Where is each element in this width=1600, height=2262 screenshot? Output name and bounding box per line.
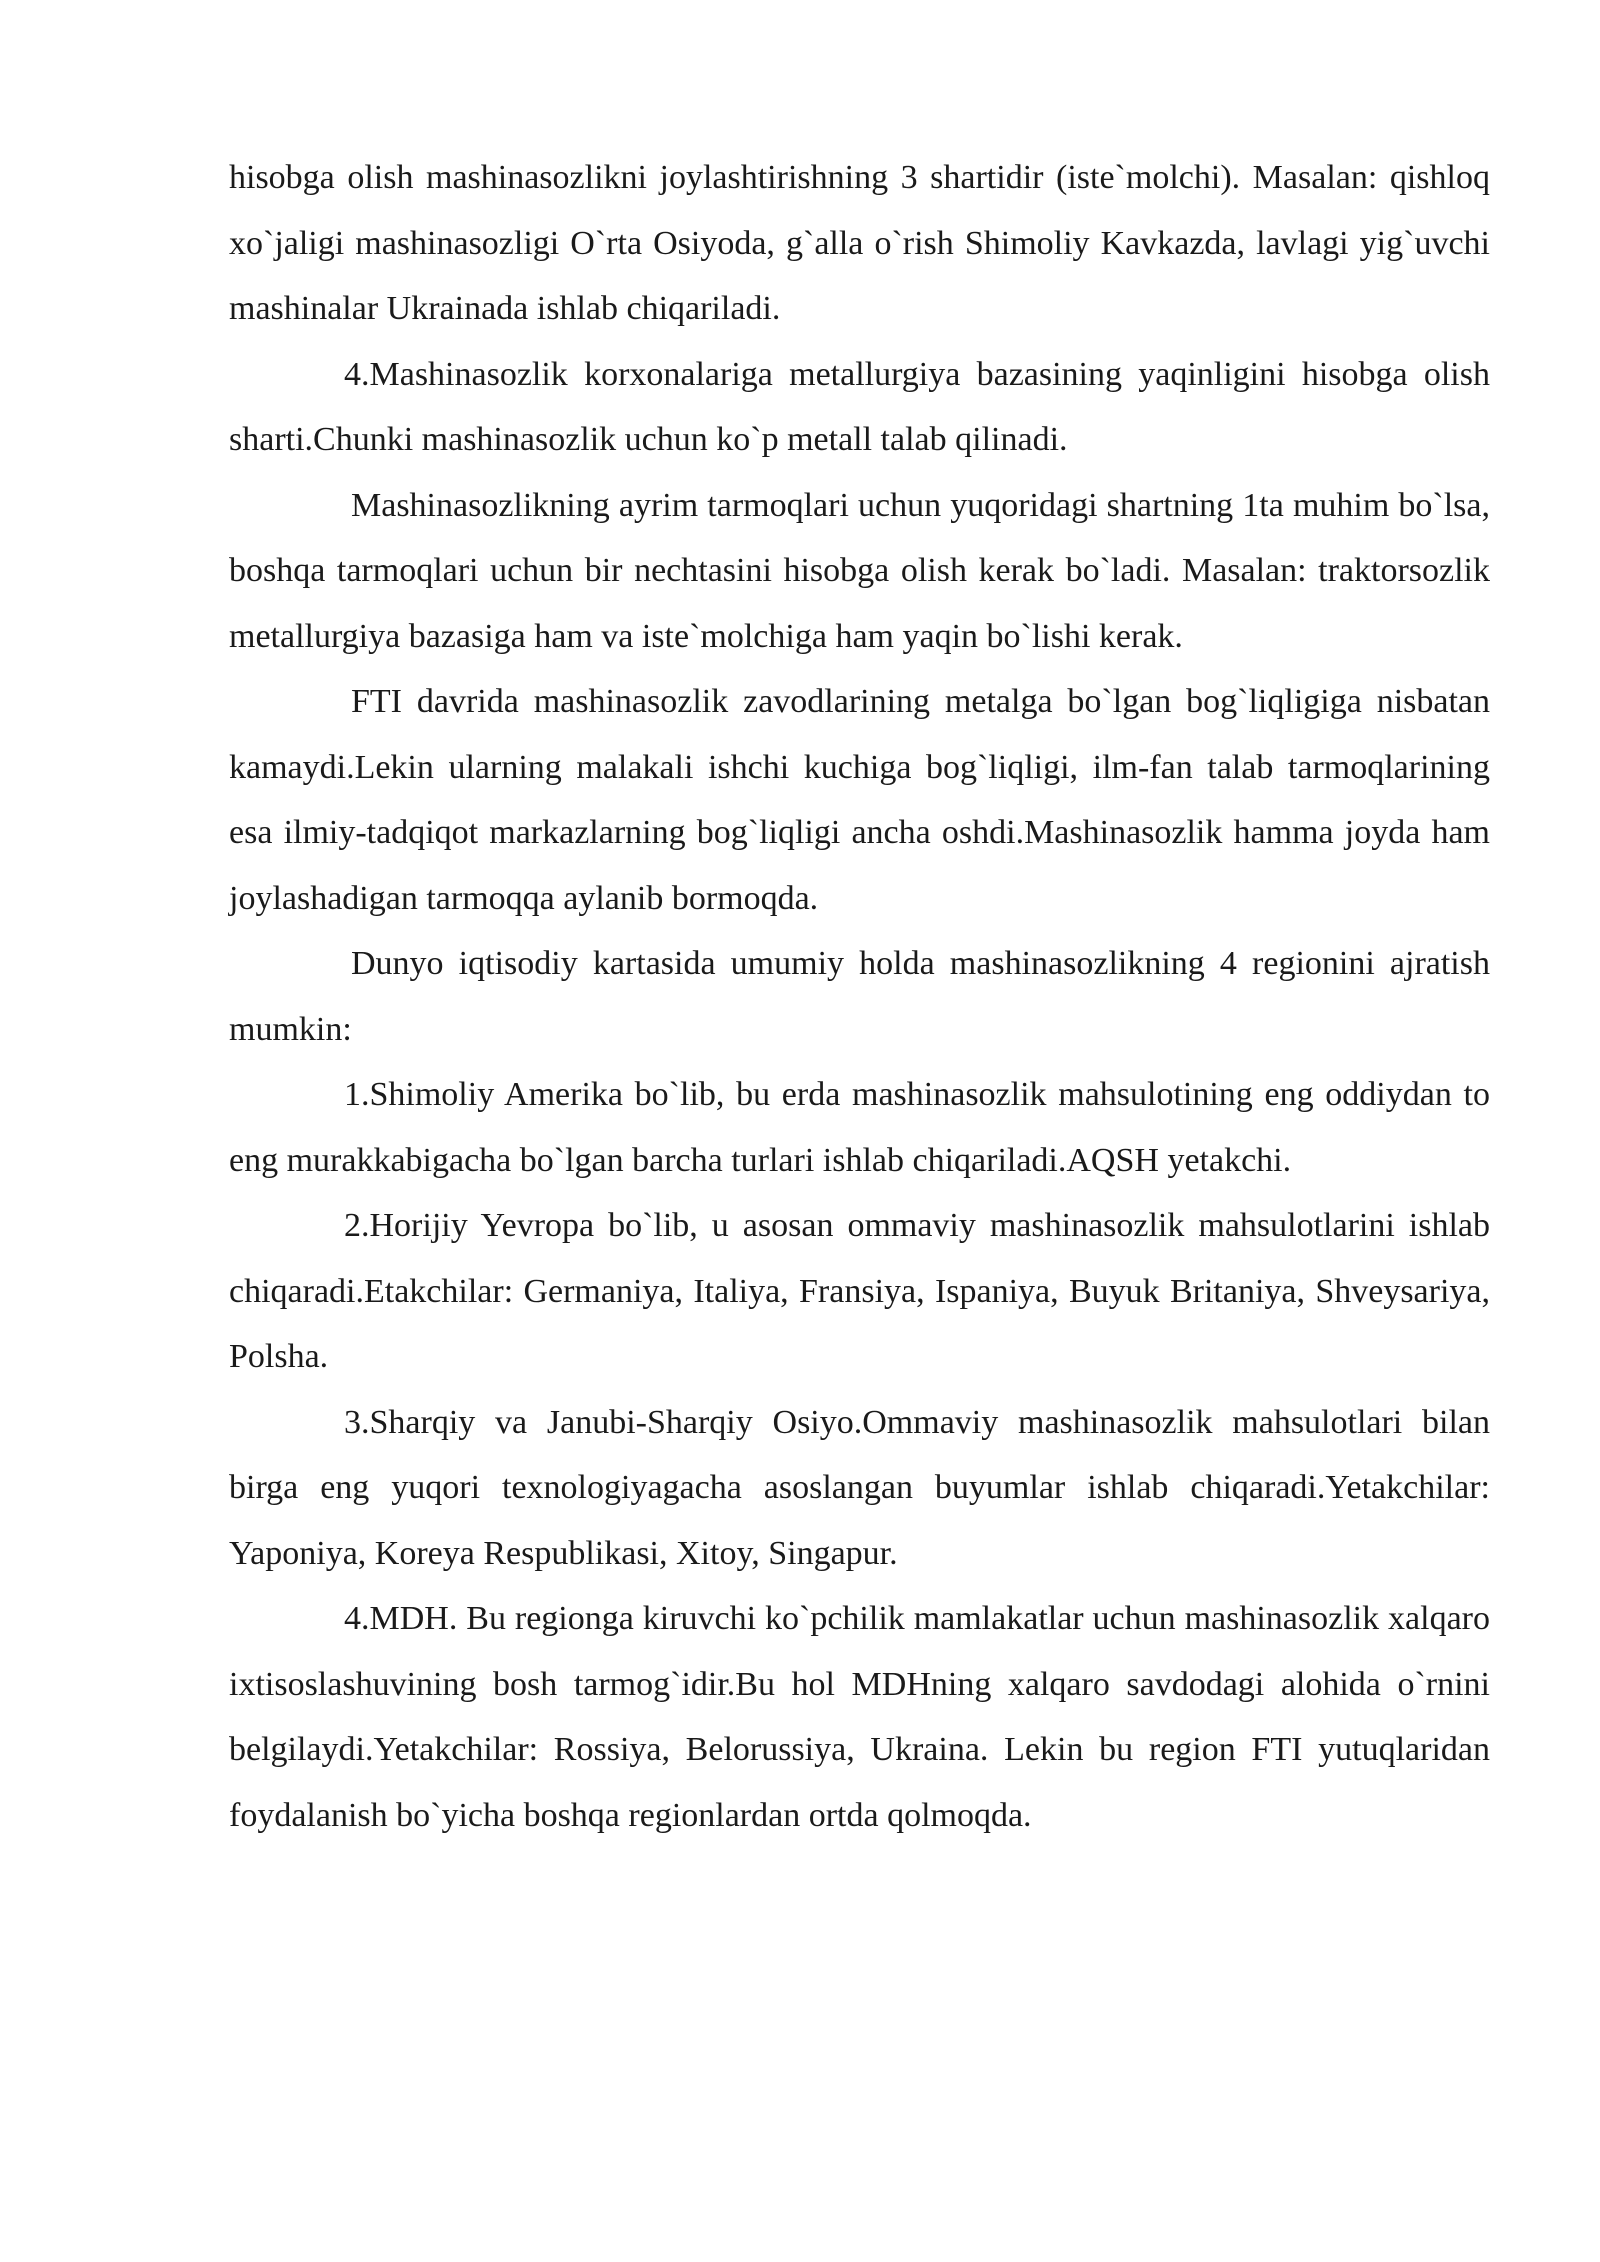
paragraph-region-4: 4.MDH. Bu regionga kiruvchi ko`pchilik mamlakatlar uchun mashinasozlik xalqaro ixtisoslashuvining bosh tarmog`idir.Bu hol MDHning xalqaro savdodagi alohida o`rnini belgilaydi.Yetakchilar: Rossiya, Belorussiya, Ukraina. Lekin bu region FTI yutuqlaridan foydalanish bo`yicha boshqa regionlardan ortda qolmoqda. <box>229 1600 1490 1834</box>
paragraph-continuation: hisobga olish mashinasozlikni joylashtirishning 3 shartidir (iste`molchi). Masalan: qishloq xo`jaligi mashinasozligi O`rta Osiyoda, g`alla o`rish Shimoliy Kavkazda, lavlagi yig`uvchi mashinalar Ukrainada ishlab chiqariladi. <box>229 159 1490 327</box>
paragraph-fti: FTI davrida mashinasozlik zavodlarining metalga bo`lgan bog`liqligiga nisbatan kamaydi.Lekin ularning malakali ishchi kuchiga bog`liqligi, ilm-fan talab tarmoqlarining esa ilmiy-tadqiqot markazlarning bog`liqligi ancha oshdi.Mashinasozlik hamma joyda ham joylashadigan tarmoqqa aylanib bormoqda. <box>229 683 1490 917</box>
paragraph-region-1: 1.Shimoliy Amerika bo`lib, bu erda mashinasozlik mahsulotining eng oddiydan to eng murakkabigacha bo`lgan barcha turlari ishlab chiqariladi.AQSH yetakchi. <box>229 1076 1490 1179</box>
document-body <box>229 145 1490 1848</box>
paragraph-region-2: 2.Horijiy Yevropa bo`lib, u asosan ommaviy mashinasozlik mahsulotlarini ishlab chiqaradi.Etakchilar: Germaniya, Italiya, Fransiya, Ispaniya, Buyuk Britaniya, Shveysariya, Polsha. <box>229 1207 1490 1375</box>
paragraph-regions-intro: Dunyo iqtisodiy kartasida umumiy holda mashinasozlikning 4 regionini ajratish mumkin: <box>229 945 1490 1048</box>
paragraph-branches: Mashinasozlikning ayrim tarmoqlari uchun yuqoridagi shartning 1ta muhim bo`lsa, boshqa tarmoqlari uchun bir nechtasini hisobga olish kerak bo`ladi. Masalan: traktorsozlik metallurgiya bazasiga ham va iste`molchiga ham yaqin bo`lishi kerak. <box>229 486 1490 655</box>
paragraph-condition-4: 4.Mashinasozlik korxonalariga metallurgiya bazasining yaqinligini hisobga olish sharti.Chunki mashinasozlik uchun ko`p metall talab qilinadi. <box>229 355 1490 458</box>
paragraph-region-3: 3.Sharqiy va Janubi-Sharqiy Osiyo.Ommaviy mashinasozlik mahsulotlari bilan birga eng yuqori texnologiyagacha asoslangan buyumlar ishlab chiqaradi.Yetakchilar: Yaponiya, Koreya Respublikasi, Xitoy, Singapur. <box>229 1403 1490 1572</box>
